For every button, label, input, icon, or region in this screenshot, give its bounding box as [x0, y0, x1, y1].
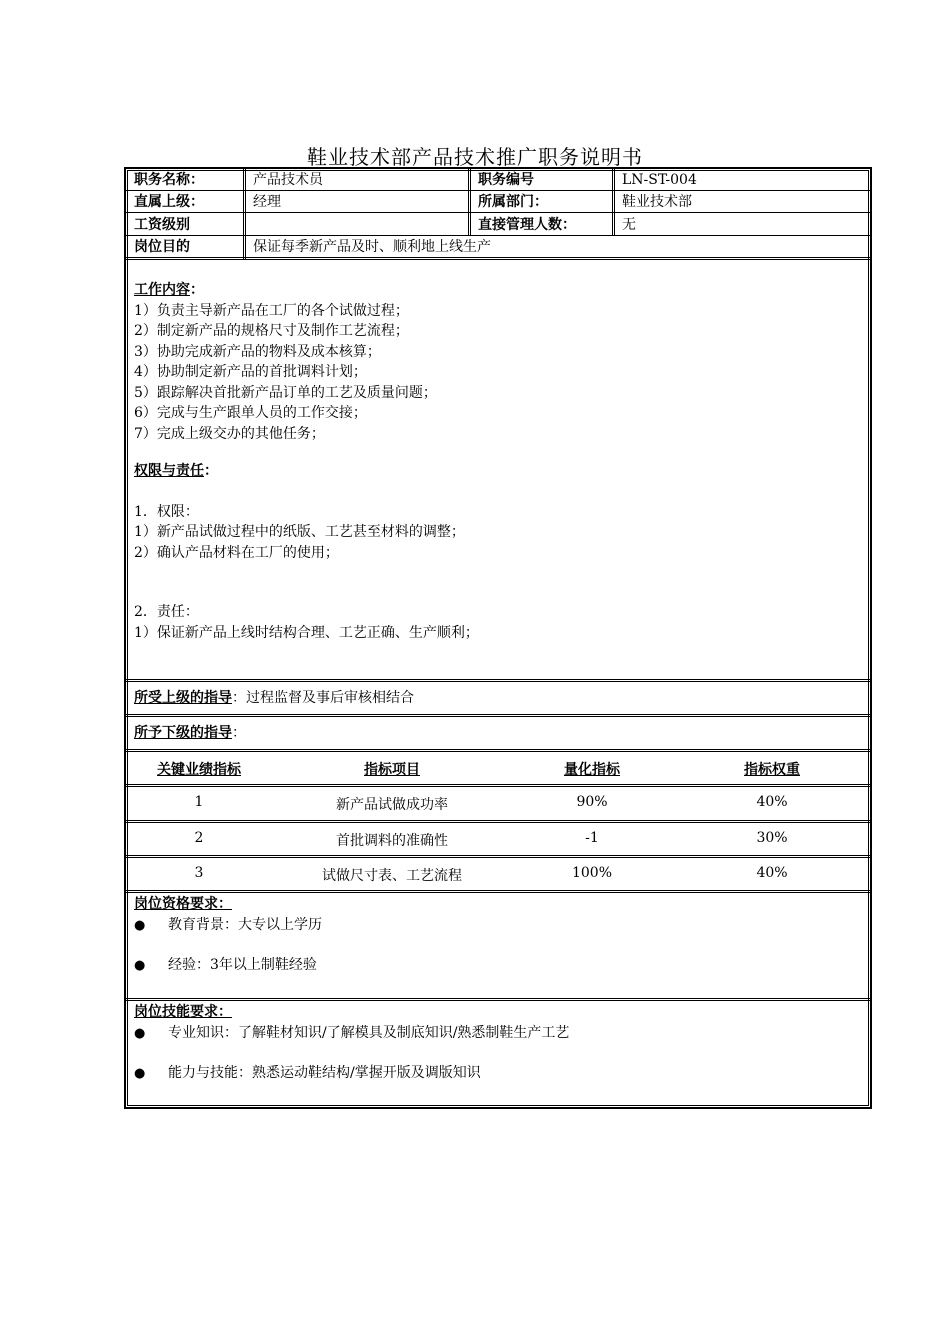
- kpi-row-weight: 40%: [756, 794, 788, 810]
- job-purpose-label: 岗位目的: [134, 239, 190, 255]
- job-code-label: 职务编号: [478, 172, 534, 188]
- job-description-table: [124, 167, 872, 1109]
- job-purpose-value: 保证每季新产品及时、顺利地上线生产: [253, 239, 491, 255]
- duty-item: 1）负责主导新产品在工厂的各个试做过程；: [134, 302, 409, 319]
- document-title: 鞋业技术部产品技术推广职务说明书: [307, 145, 643, 169]
- subordinate-guidance: 所予下级的指导：: [134, 725, 246, 741]
- direct-reports-value: 无: [622, 217, 636, 233]
- skills-item: 专业知识：了解鞋材知识/了解模具及制底知识/熟悉制鞋生产工艺: [168, 1024, 570, 1041]
- duty-item: 4）协助制定新产品的首批调料计划；: [134, 364, 367, 380]
- kpi-header-weight: 指标权重: [744, 762, 800, 778]
- duties-section: 工作内容： 1）负责主导新产品在工厂的各个试做过程； 2）制定新产品的规格尺寸及制作工艺流程； 3）协助完成新产品的物料及成本核算； 4）协助制定新产品的首批调料计划； 5）跟踪解决首批新产品订单的工艺及质量问题； 6）完成与生产跟单人员的工作交接； 7）完成上级交办的其他任务；: [134, 280, 437, 444]
- qualification-item: 教育背景：大专以上学历: [168, 916, 322, 933]
- qualification-section: [134, 894, 322, 977]
- supervisor-value: 经理: [253, 194, 281, 210]
- kpi-row-number: 3: [194, 865, 204, 881]
- kpi-row-number: 2: [194, 830, 204, 846]
- bullet-icon: ●: [134, 1025, 146, 1041]
- skills-item: 能力与技能：熟悉运动鞋结构/掌握开版及调版知识: [168, 1065, 481, 1081]
- kpi-row-weight: 40%: [756, 865, 788, 881]
- authority-heading: 权限与责任: [134, 463, 204, 479]
- rights-title: 1．权限：: [134, 503, 199, 520]
- supervisor-label: 直属上级：: [134, 194, 204, 210]
- authority-section: 权限与责任： 1．权限： 1）新产品试做过程中的纸版、工艺甚至材料的调整； 2）确认产品材料在工厂的使用； 2．责任： 1）保证新产品上线时结构合理、工艺正确、生产顺利；: [134, 461, 479, 643]
- duty-item: 5）跟踪解决首批新产品订单的工艺及质量问题；: [134, 384, 437, 401]
- kpi-row-weight: 30%: [756, 830, 788, 846]
- kpi-row-number: 1: [194, 794, 204, 810]
- job-code-value: LN-ST-004: [622, 172, 697, 188]
- department-label: 所属部门：: [478, 194, 548, 210]
- kpi-row-item: 试做尺寸表、工艺流程: [322, 868, 462, 884]
- rights-item: 1）新产品试做过程中的纸版、工艺甚至材料的调整；: [134, 524, 465, 540]
- kpi-row-quant: 90%: [576, 794, 608, 810]
- duty-item: 2）制定新产品的规格尺寸及制作工艺流程；: [134, 323, 409, 339]
- kpi-header-quant: 量化指标: [564, 762, 620, 778]
- direct-reports-label: 直接管理人数：: [478, 217, 576, 233]
- kpi-header-key: 关键业绩指标: [157, 762, 241, 778]
- kpi-row-quant: -1: [585, 830, 599, 846]
- bullet-icon: ●: [134, 1066, 146, 1081]
- skills-heading: 岗位技能要求：: [134, 1004, 232, 1020]
- kpi-row-item: 首批调料的准确性: [336, 833, 448, 849]
- duties-heading: 工作内容: [134, 282, 190, 298]
- rights-item: 2）确认产品材料在工厂的使用；: [134, 544, 339, 561]
- department-value: 鞋业技术部: [622, 194, 692, 210]
- kpi-row-item: 新产品试做成功率: [336, 797, 448, 813]
- qualification-heading: 岗位资格要求：: [134, 896, 232, 912]
- duty-item: 7）完成上级交办的其他任务；: [134, 425, 325, 442]
- job-title-label: 职务名称：: [134, 172, 204, 188]
- responsibility-title: 2．责任：: [134, 604, 199, 620]
- job-title-value: 产品技术员: [253, 172, 323, 188]
- duty-item: 3）协助完成新产品的物料及成本核算；: [134, 343, 381, 360]
- kpi-row-quant: 100%: [571, 865, 613, 881]
- kpi-header-item: 指标项目: [364, 762, 420, 778]
- bullet-icon: ●: [134, 958, 146, 973]
- duty-item: 6）完成与生产跟单人员的工作交接；: [134, 405, 367, 421]
- qualification-item: 经验：3年以上制鞋经验: [168, 957, 317, 973]
- responsibility-item: 1）保证新产品上线时结构合理、工艺正确、生产顺利；: [134, 624, 479, 641]
- salary-grade-label: 工资级别: [134, 217, 190, 233]
- bullet-icon: ●: [134, 917, 146, 933]
- superior-guidance: 所受上级的指导：过程监督及事后审核相结合: [134, 690, 414, 706]
- skills-section: [134, 1002, 569, 1085]
